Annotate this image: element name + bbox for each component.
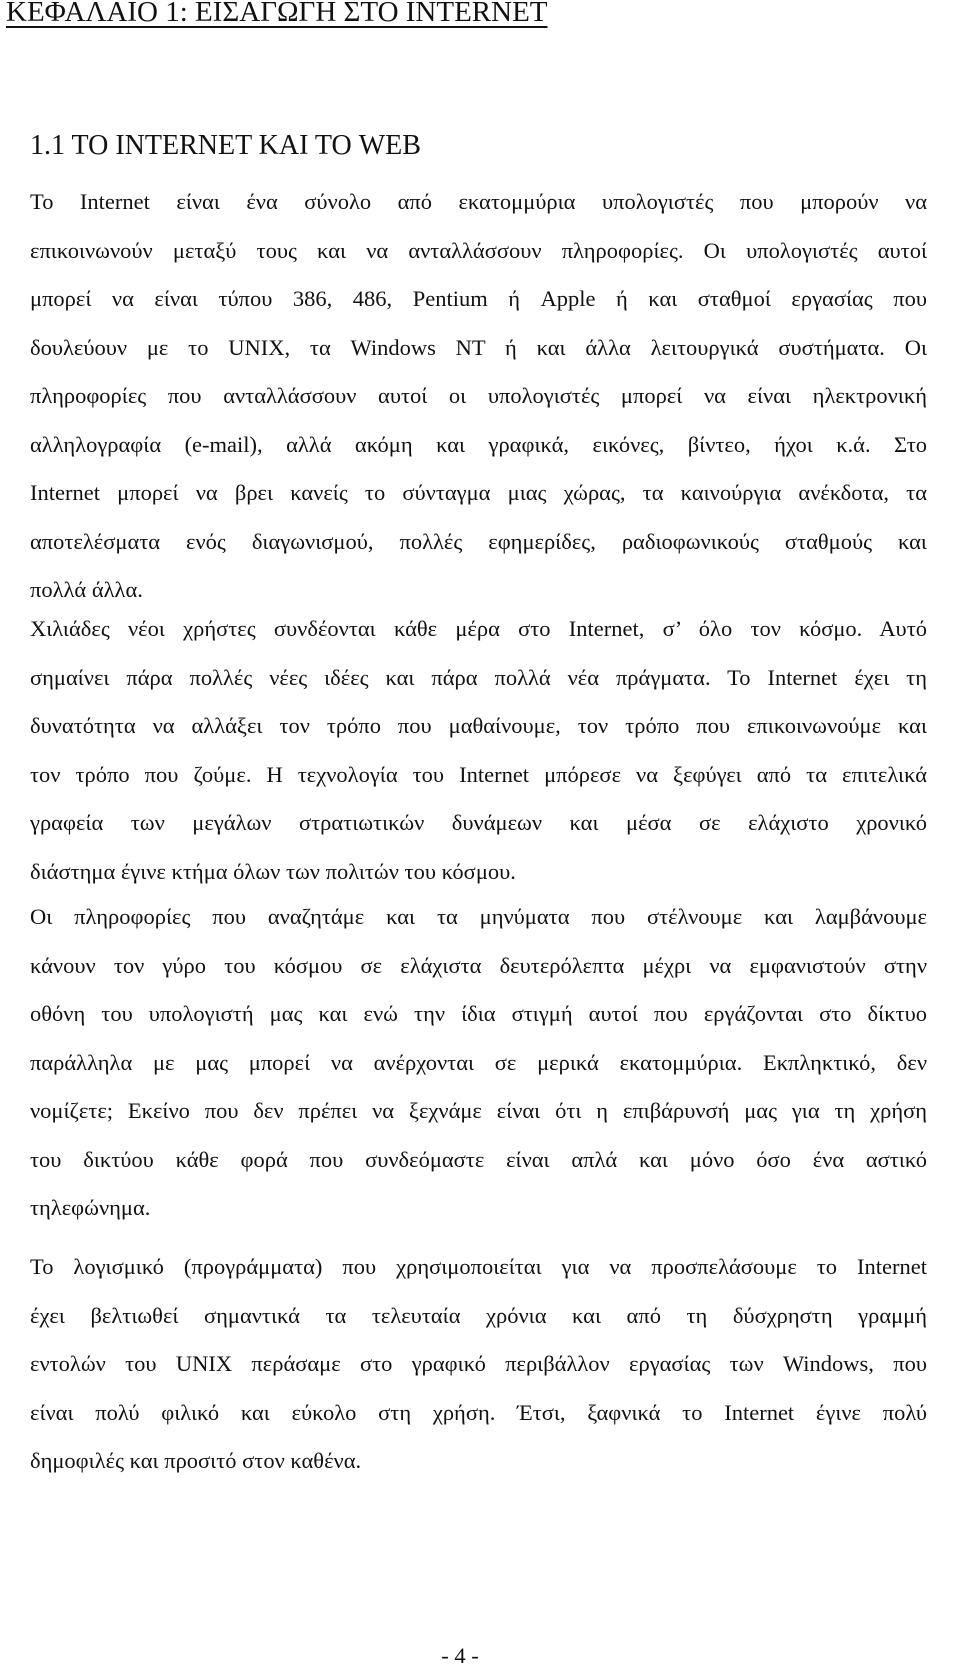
- paragraph-1: [30, 178, 927, 615]
- text-line: πληροφορίες που ανταλλάσσουν αυτοί οι υπολογιστές μπορεί να είναι ηλεκτρονική: [30, 383, 927, 408]
- text-line: διάστημα έγινε κτήμα όλων των πολιτών του κόσμου.: [30, 858, 516, 884]
- text-line: γραφεία των μεγάλων στρατιωτικών δυνάμεων και μέσα σε ελάχιστο χρονικό: [30, 810, 927, 835]
- text-line: σημαίνει πάρα πολλές νέες ιδέες και πάρα πολλά νέα πράγματα. Το Internet έχει τη: [30, 664, 927, 690]
- text-line: είναι πολύ φιλικό και εύκολο στη χρήση. Έτσι, ξαφνικά το Internet έγινε πολύ: [30, 1399, 927, 1425]
- page-number: - 4 -: [441, 1643, 479, 1668]
- text-line: πολλά άλλα.: [30, 577, 143, 602]
- text-line: δημοφιλές και προσιτό στον καθένα.: [30, 1448, 362, 1473]
- text-line: του δικτύου κάθε φορά που συνδεόμαστε είναι απλά και μόνο όσο ένα αστικό: [30, 1146, 927, 1172]
- text-line: νομίζετε; Εκείνο που δεν πρέπει να ξεχνάμε είναι ότι η επιβάρυνσή μας για τη χρήση: [30, 1098, 927, 1123]
- text-line: Οι πληροφορίες που αναζητάμε και τα μηνύματα που στέλνουμε και λαμβάνουμε: [30, 904, 927, 929]
- text-line: Το Internet είναι ένα σύνολο από εκατομμύρια υπολογιστές που μπορούν να: [30, 189, 927, 214]
- paragraph-4: [30, 1243, 927, 1486]
- text-line: αλληλογραφία (e-mail), αλλά ακόμη και γραφικά, εικόνες, βίντεο, ήχοι κ.ά. Στο: [30, 431, 927, 457]
- paragraph-2: [30, 605, 927, 896]
- text-line: κάνουν τον γύρο του κόσμου σε ελάχιστα δευτερόλεπτα μέχρι να εμφανιστούν στην: [30, 952, 927, 978]
- text-line: δυνατότητα να αλλάξει τον τρόπο που μαθαίνουμε, τον τρόπο που επικοινωνούμε και: [30, 713, 927, 738]
- chapter-title: ΚΕΦΑΛΑΙΟ 1: ΕΙΣΑΓΩΓΗ ΣΤΟ INTERNET: [6, 0, 548, 28]
- text-line: δουλεύουν με το UNIX, τα Windows NT ή και άλλα λειτουργικά συστήματα. Οι: [30, 334, 927, 360]
- text-line: τηλεφώνημα.: [30, 1195, 151, 1220]
- text-line: μπορεί να είναι τύπου 386, 486, Pentium ή Apple ή και σταθμοί εργασίας που: [30, 286, 927, 311]
- text-line: παράλληλα με μας μπορεί να ανέρχονται σε μερικά εκατομμύρια. Εκπληκτικό, δεν: [30, 1049, 927, 1075]
- section-title: 1.1 ΤΟ INTERNET ΚΑΙ ΤΟ WEB: [30, 130, 421, 161]
- text-line: επικοινωνούν μεταξύ τους και να ανταλλάσσουν πληροφορίες. Οι υπολογιστές αυτοί: [30, 237, 927, 263]
- paragraph-3: [30, 893, 927, 1233]
- text-line: αποτελέσματα ενός διαγωνισμού, πολλές εφημερίδες, ραδιοφωνικούς σταθμούς και: [30, 528, 927, 554]
- text-line: Χιλιάδες νέοι χρήστες συνδέονται κάθε μέρα στο Internet, σ’ όλο τον κόσμο. Αυτό: [30, 616, 927, 641]
- text-line: Το λογισμικό (προγράμματα) που χρησιμοποιείται για να προσπελάσουμε το Internet: [30, 1254, 927, 1279]
- text-line: έχει βελτιωθεί σημαντικά τα τελευταία χρόνια και από τη δύσχρηστη γραμμή: [30, 1302, 927, 1328]
- text-line: εντολών του UNIX περάσαμε στο γραφικό περιβάλλον εργασίας των Windows, που: [30, 1351, 927, 1376]
- text-line: Internet μπορεί να βρει κανείς το σύνταγμα μιας χώρας, τα καινούργια ανέκδοτα, τα: [30, 480, 927, 505]
- text-line: τον τρόπο που ζούμε. Η τεχνολογία του Internet μπόρεσε να ξεφύγει από τα επιτελικά: [30, 761, 927, 787]
- text-line: οθόνη του υπολογιστή μας και ενώ την ίδια στιγμή αυτοί που εργάζονται στο δίκτυο: [30, 1001, 927, 1026]
